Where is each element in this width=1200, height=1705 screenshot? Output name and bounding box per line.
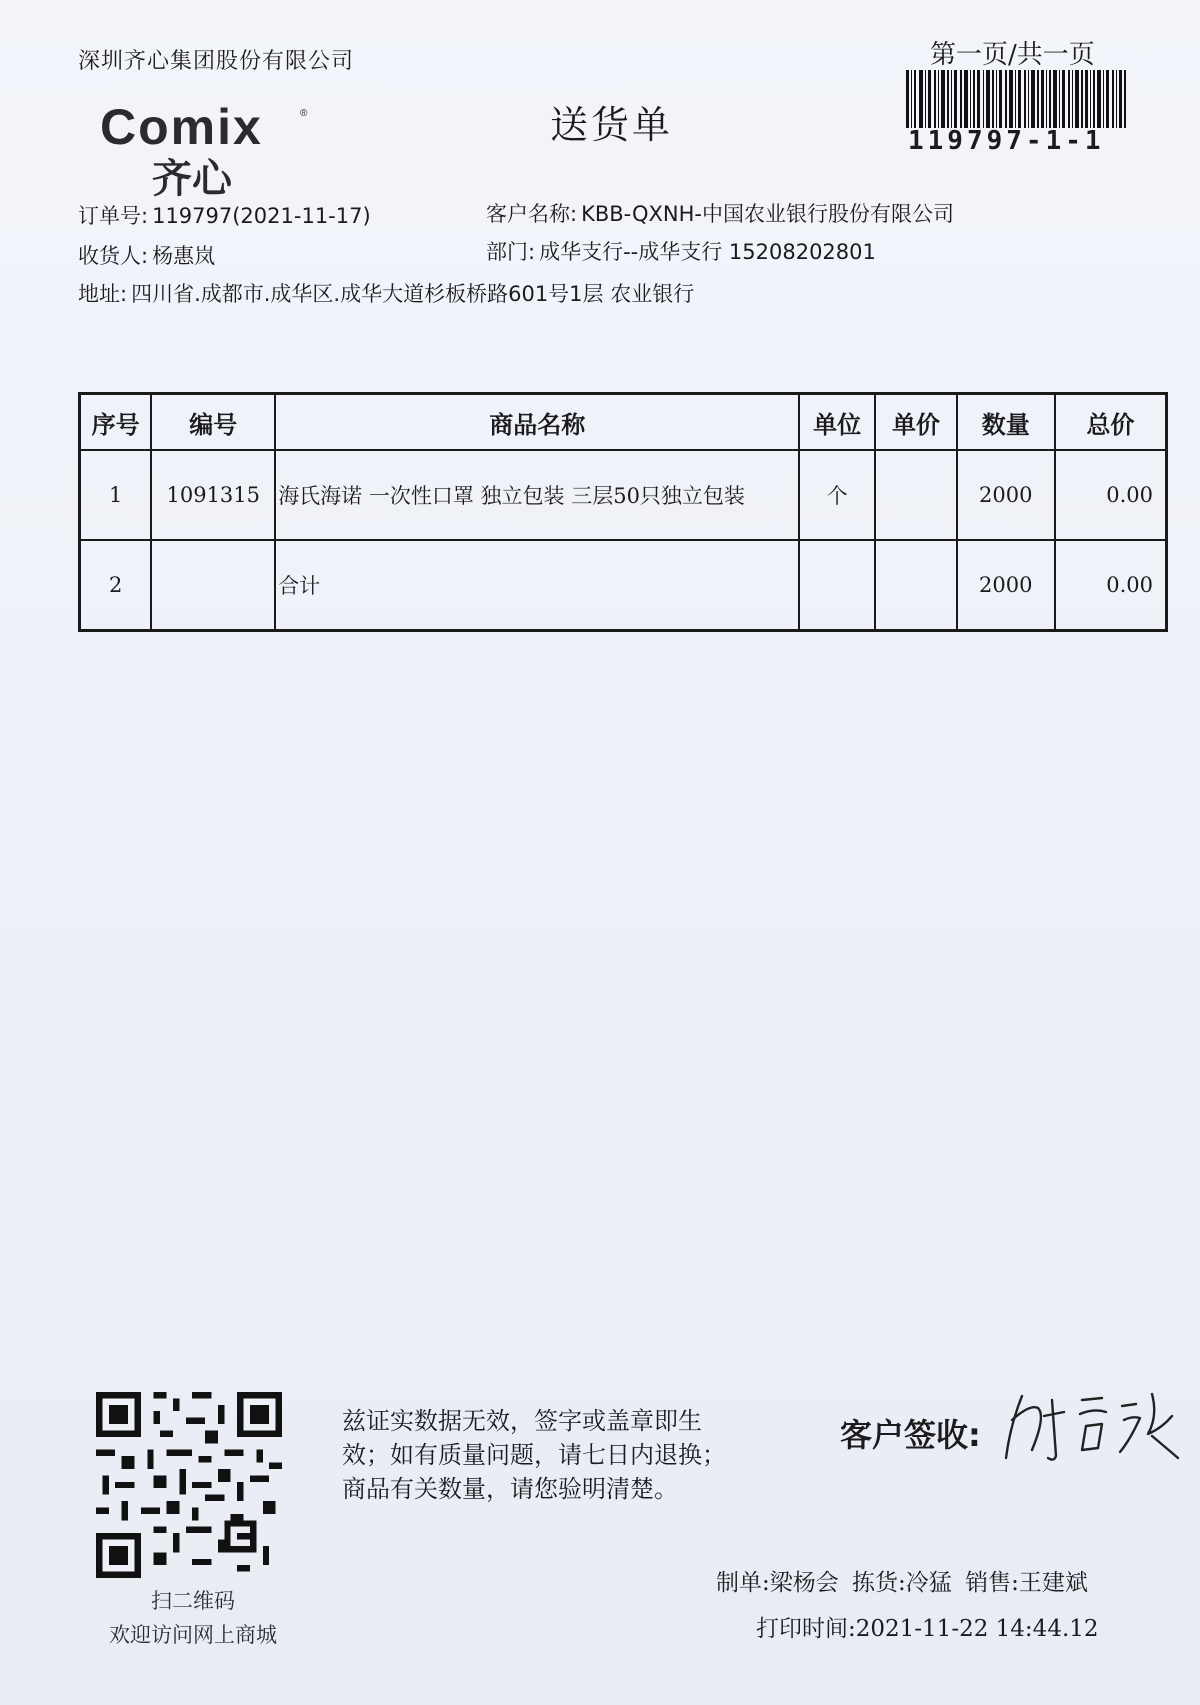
cell-total: 0.00 — [1055, 540, 1167, 631]
col-header-total: 总价 — [1055, 394, 1167, 451]
col-header-unit-price: 单价 — [875, 394, 957, 451]
cell-index: 2 — [80, 540, 152, 631]
cell-product: 合计 — [275, 540, 799, 631]
notice-line-1: 兹证实数据无效，签字或盖章即生 — [342, 1407, 702, 1435]
customer-line — [486, 198, 954, 228]
table-row — [80, 450, 1167, 540]
receiver-line — [78, 240, 215, 270]
qr-code-icon — [96, 1392, 282, 1578]
customer-sign-label: 客户签收: — [840, 1416, 981, 1454]
cell-unit-price — [875, 450, 957, 540]
qr-caption-line-1: 扫二维码 — [151, 1589, 235, 1613]
notice-text — [342, 1404, 762, 1506]
notice-line-2: 效；如有质量问题，请七日内退换； — [342, 1441, 726, 1469]
company-name: 深圳齐心集团股份有限公司 — [78, 49, 355, 74]
cell-quantity: 2000 — [957, 540, 1055, 631]
print-time: 打印时间:2021-11-22 14:44.12 — [756, 1616, 1099, 1642]
comix-logo — [100, 98, 330, 198]
qr-caption — [88, 1584, 298, 1652]
items-table — [78, 392, 1168, 632]
receiver-value: 杨惠岚 — [152, 244, 216, 268]
notice-line-3: 商品有关数量，请您验明清楚。 — [342, 1475, 678, 1503]
col-header-unit: 单位 — [799, 394, 875, 451]
address-line — [78, 278, 694, 308]
col-header-product: 商品名称 — [275, 394, 799, 451]
svg-text:®: ® — [300, 108, 308, 119]
cell-unit-price — [875, 540, 957, 631]
page-indicator: 第一页/共一页 — [930, 40, 1095, 70]
cell-quantity: 2000 — [957, 450, 1055, 540]
cell-index: 1 — [80, 450, 152, 540]
document-title: 送货单 — [550, 103, 674, 147]
handwritten-signature — [1002, 1386, 1182, 1466]
cell-code: 1091315 — [151, 450, 275, 540]
svg-text:Comix: Comix — [100, 99, 263, 155]
cell-product: 海氏海诺 一次性口罩 独立包装 三层50只独立包装 — [275, 450, 799, 540]
department-value: 成华支行--成华支行 15208202801 — [539, 240, 876, 264]
col-header-index: 序号 — [80, 394, 152, 451]
col-header-code: 编号 — [151, 394, 275, 451]
customer-label: 客户名称: — [486, 202, 578, 226]
barcode-icon — [906, 70, 1126, 128]
qr-caption-line-2: 欢迎访问网上商城 — [109, 1623, 277, 1647]
department-line — [486, 236, 876, 266]
cell-code — [151, 540, 275, 631]
order-number-line — [78, 200, 371, 230]
order-number-value: 119797(2021-11-17) — [152, 204, 371, 228]
receiver-label: 收货人: — [78, 244, 149, 268]
cell-unit — [799, 540, 875, 631]
table-header-row — [80, 394, 1167, 451]
barcode-number: 119797-1-1 — [908, 126, 1105, 156]
table-row — [80, 540, 1167, 631]
department-label: 部门: — [486, 240, 536, 264]
address-label: 地址: — [78, 282, 128, 306]
address-value: 四川省.成都市.成华区.成华大道杉板桥路601号1层 农业银行 — [131, 282, 695, 306]
cell-total: 0.00 — [1055, 450, 1167, 540]
order-number-label: 订单号: — [78, 204, 149, 228]
cell-unit: 个 — [799, 450, 875, 540]
customer-value: KBB-QXNH-中国农业银行股份有限公司 — [581, 202, 955, 226]
staff-line: 制单:梁杨会 拣货:冷猛 销售:王建斌 — [716, 1570, 1088, 1596]
col-header-quantity: 数量 — [957, 394, 1055, 451]
svg-text:齐心: 齐心 — [152, 156, 232, 198]
